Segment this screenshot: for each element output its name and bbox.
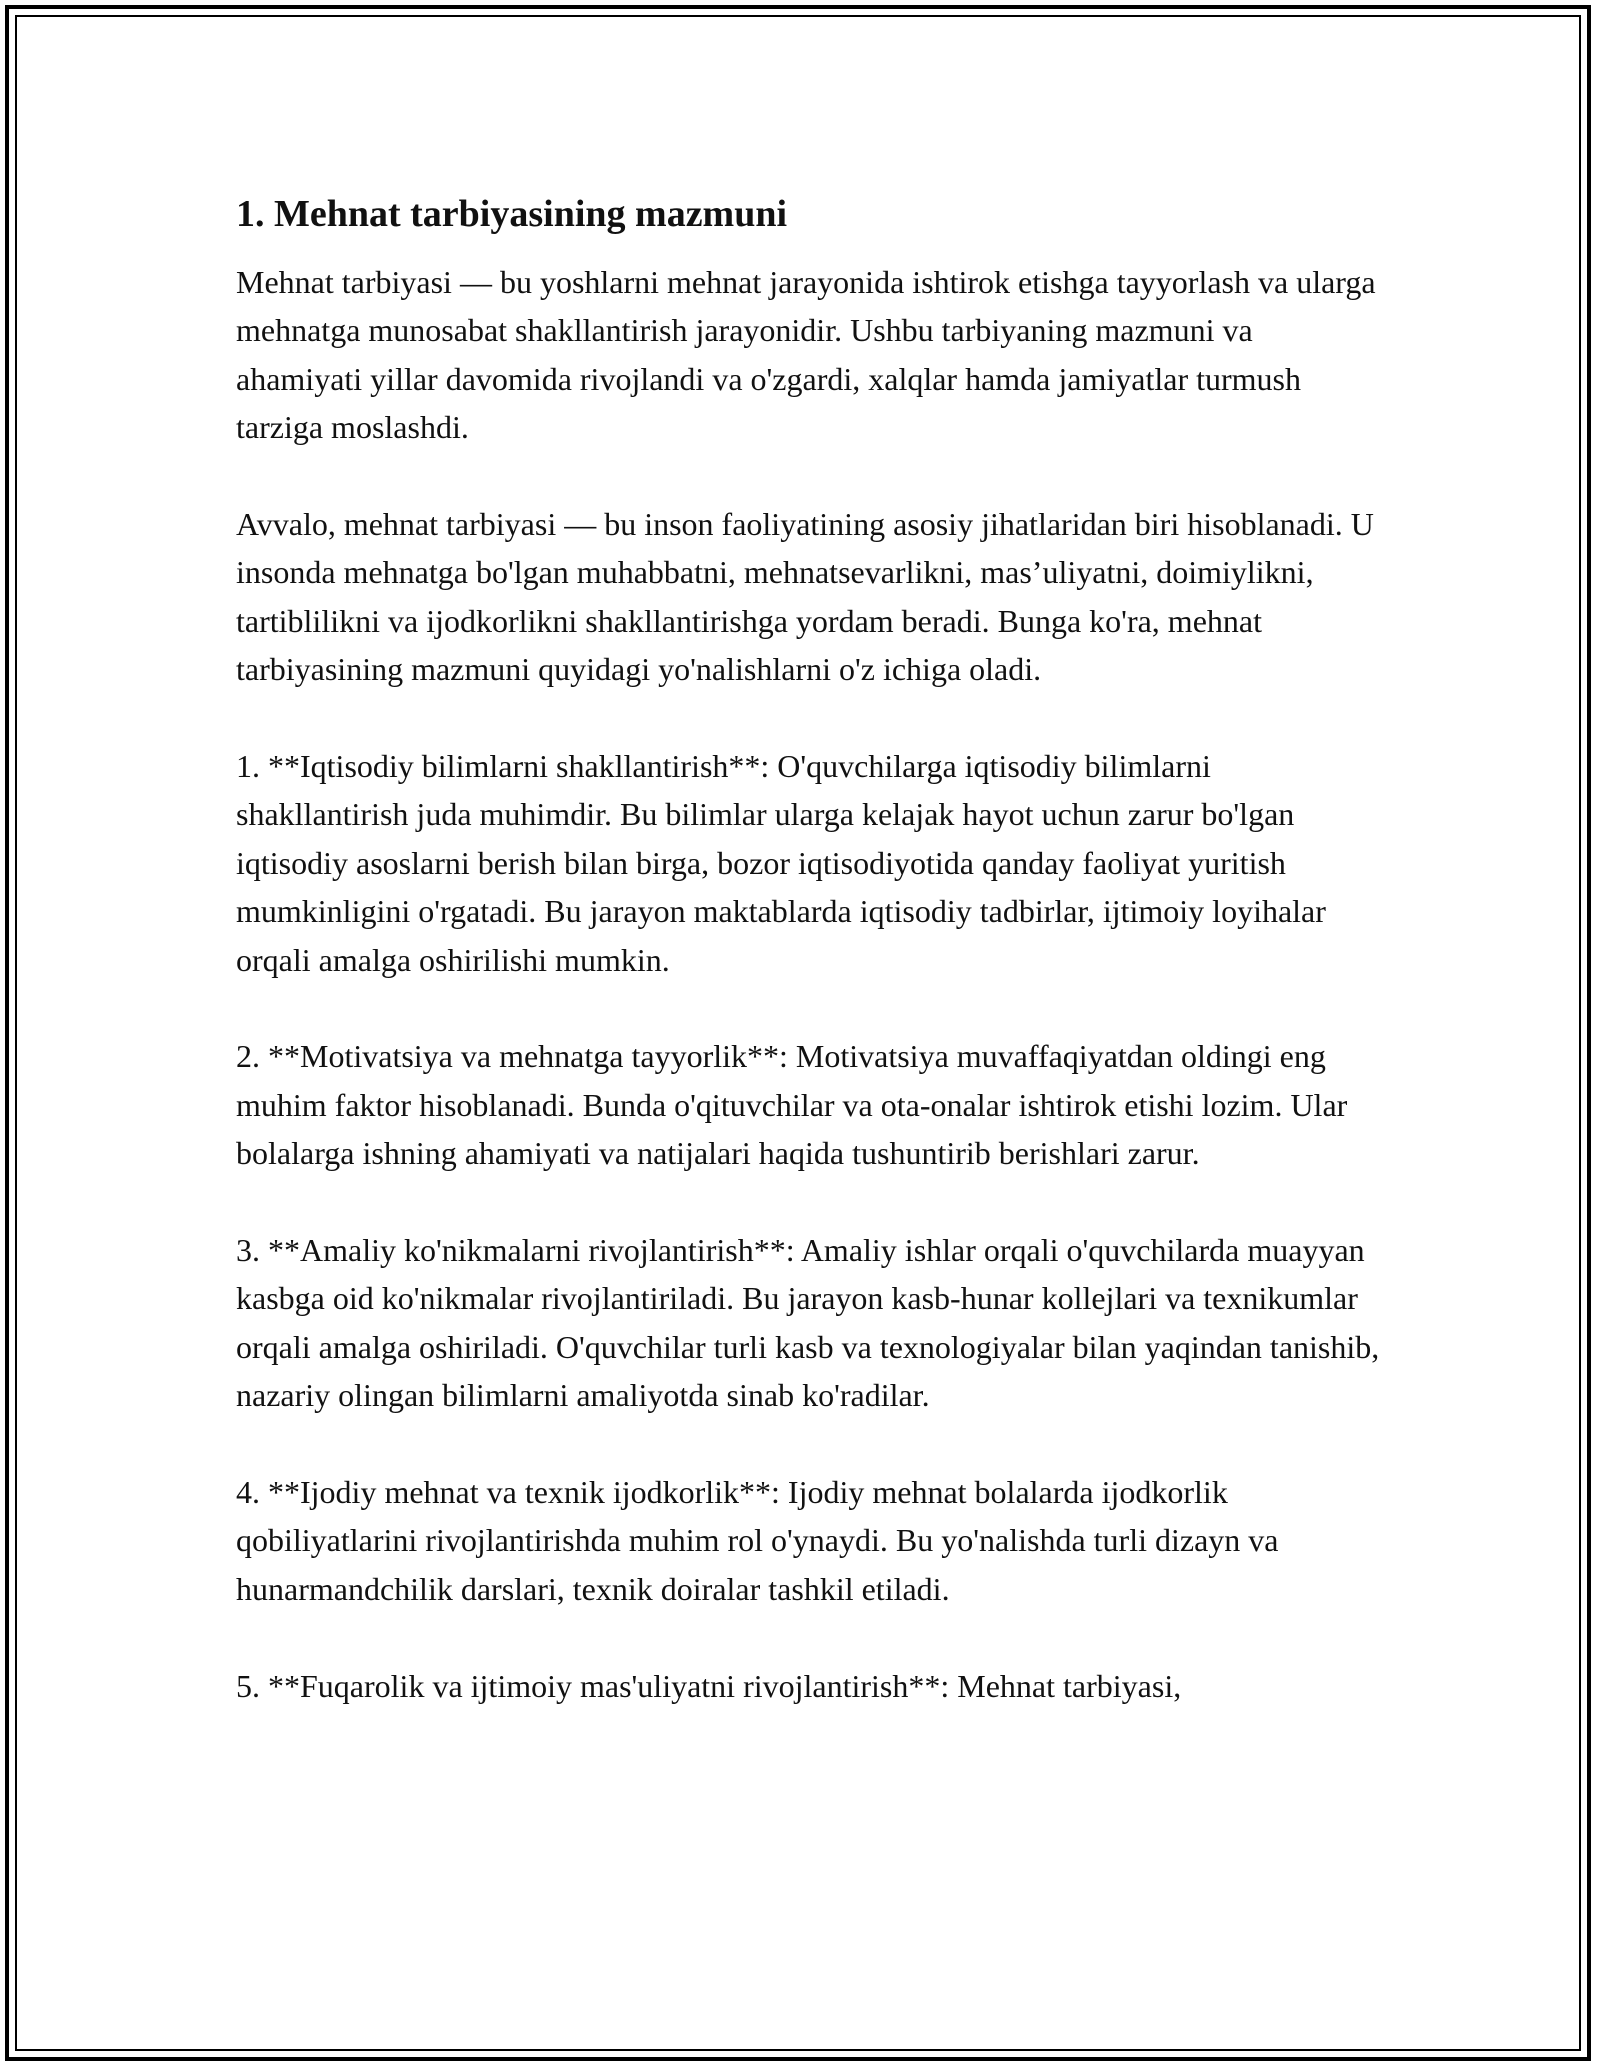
paragraph-intro: Mehnat tarbiyasi — bu yoshlarni mehnat jarayonida ishtirok etishga tayyorlash va ularga mehnatga munosabat shakllantirish jarayonidir. Ushbu tarbiyaning mazmuni va ahamiyati yillar davomida rivojlandi va o'zgardi, xalqlar hamda jamiyatlar turmush tarziga moslashdi. xyxy=(236,264,1376,446)
section-heading: 1. Mehnat tarbiyasining mazmuni xyxy=(236,193,788,235)
paragraph-overview: Avvalo, mehnat tarbiyasi — bu inson faoliyatining asosiy jihatlaridan biri hisoblanadi. U insonda mehnatga bo'lgan muhabbatni, mehnatsevarlikni, mas’uliyatni, doimiylikni, tartiblilikni va ijodkorlikni shakllantirishga yordam beradi. Bunga ko'ra, mehnat tarbiyasining mazmuni quyidagi yo'nalishlarni o'z ichiga oladi. xyxy=(236,506,1374,688)
document-body xyxy=(236,190,1386,1758)
paragraph-item-3: 3. **Amaliy ko'nikmalarni rivojlantirish**: Amaliy ishlar orqali o'quvchilarda muayyan kasbga oid ko'nikmalar rivojlantiriladi. Bu jarayon kasb-hunar kollejlari va texnikumlar orqali amalga oshiriladi. O'quvchilar turli kasb va texnologiyalar bilan yaqindan tanishib, nazariy olingan bilimlarni amaliyotda sinab ko'radilar. xyxy=(236,1232,1380,1414)
paragraph-item-1: 1. **Iqtisodiy bilimlarni shakllantirish**: O'quvchilarga iqtisodiy bilimlarni shakllantirish juda muhimdir. Bu bilimlar ularga kelajak hayot uchun zarur bo'lgan iqtisodiy asoslarni berish bilan birga, bozor iqtisodiyotida qanday faoliyat yuritish mumkinligini o'rgatadi. Bu jarayon maktablarda iqtisodiy tadbirlar, ijtimoiy loyihalar orqali amalga oshirilishi mumkin. xyxy=(236,748,1326,978)
paragraph-item-2: 2. **Motivatsiya va mehnatga tayyorlik**: Motivatsiya muvaffaqiyatdan oldingi eng muhim faktor hisoblanadi. Bunda o'qituvchilar va ota-onalar ishtirok etishi lozim. Ular bolalarga ishning ahamiyati va natijalari haqida tushuntirib berishlari zarur. xyxy=(236,1038,1348,1172)
paragraph-item-4: 4. **Ijodiy mehnat va texnik ijodkorlik**: Ijodiy mehnat bolalarda ijodkorlik qobiliyatlarini rivojlantirishda muhim rol o'ynaydi. Bu yo'nalishda turli dizayn va hunarmandchilik darslari, texnik doiralar tashkil etiladi. xyxy=(236,1474,1279,1607)
paragraph-item-5: 5. **Fuqarolik va ijtimoiy mas'uliyatni rivojlantirish**: Mehnat tarbiyasi, xyxy=(236,1667,1182,1704)
